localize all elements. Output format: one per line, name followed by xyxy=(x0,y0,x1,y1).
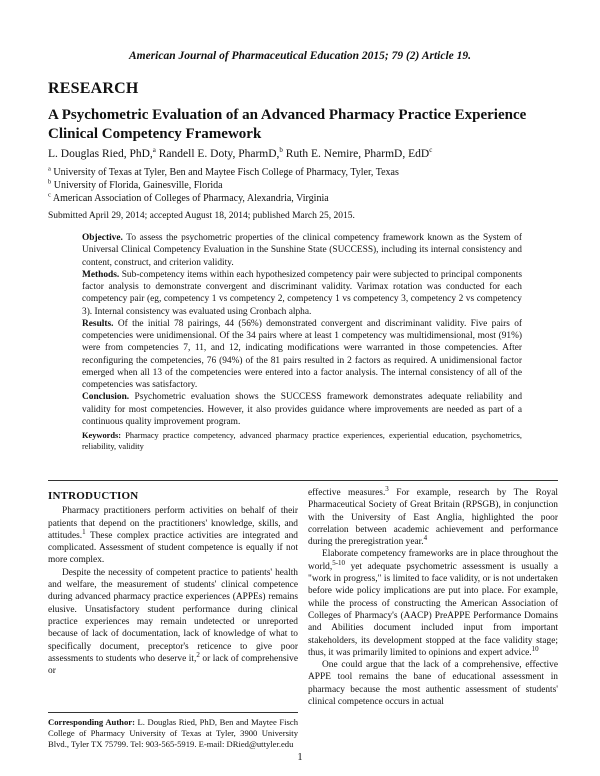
affiliation-mark: b xyxy=(48,178,52,186)
corresponding-author xyxy=(48,717,298,751)
section-label: RESEARCH xyxy=(48,80,139,97)
affiliation-text: University of Florida, Gainesville, Florida xyxy=(53,180,223,191)
keywords-text: Pharmacy practice competency, advanced pharmacy practice experiences, experiential education, psychometrics, reliability, validity xyxy=(82,431,522,451)
intro-text: yet adequate psychometric assessment is usually a "work in progress," is limited to face validity, or is not undertaken before wide policy implications are put into place. For example, while the process of constructing the American Association of Colleges of Pharmacy's (AACP) PreAPPE Performance Domains and Abilities document included input from important stakeholders, its development stopped at the face validity stage; thus, it was primarily limited to opinions and expert advice. xyxy=(308,561,558,658)
author-affil-mark: b xyxy=(279,146,283,155)
citation-mark: 3 xyxy=(385,484,389,493)
publication-dates: Submitted April 29, 2014; accepted August 18, 2014; published March 25, 2015. xyxy=(48,211,355,221)
affiliation-text: University of Texas at Tyler, Ben and Maytee Fisch College of Pharmacy, Tyler, Texas xyxy=(53,167,399,178)
citation-mark: 2 xyxy=(196,650,200,659)
abstract-methods xyxy=(82,269,522,318)
affiliation-text: American Association of Colleges of Pharmacy, Alexandria, Virginia xyxy=(52,193,329,204)
citation-mark: 4 xyxy=(423,534,428,543)
affiliation-mark: a xyxy=(48,165,51,173)
intro-paragraph xyxy=(48,505,298,566)
introduction-heading: INTRODUCTION xyxy=(48,490,139,502)
author-name: Ruth E. Nemire, PharmD, EdD xyxy=(285,148,430,160)
author-list xyxy=(48,148,432,160)
affiliation xyxy=(48,167,399,180)
intro-text: or lack of comprehensive or xyxy=(48,653,298,677)
intro-text: These complex practice activities are integrated and complicated. Assessment of student competence is equally if not more complex. xyxy=(48,530,298,566)
conclusion-label: Conclusion. xyxy=(82,392,130,403)
corresponding-text: L. Douglas Ried, PhD, Ben and Maytee Fisch College of Pharmacy University of Texas at Tyler, 3900 University Blvd., Tyler TX 75799. Tel: 903-565-5919. E-mail: DRied@uttyler.edu xyxy=(48,717,298,750)
results-label: Results. xyxy=(82,318,114,329)
abstract-results xyxy=(82,318,522,392)
abstract-objective xyxy=(82,232,522,269)
objective-label: Objective. xyxy=(82,233,123,243)
intro-text: Pharmacy practitioners perform activities on behalf of their patients that depend on the practitioners' knowledge, skills, and attitudes. xyxy=(48,506,298,541)
author-name: L. Douglas Ried, PhD, xyxy=(48,148,153,160)
affiliation-mark: c xyxy=(48,191,51,199)
intro-paragraph xyxy=(48,567,298,678)
citation-mark: 5-10 xyxy=(332,558,346,567)
corresponding-label: Corresponding Author: xyxy=(48,717,135,727)
journal-header: American Journal of Pharmaceutical Education 2015; 79 (2) Article 19. xyxy=(128,50,472,62)
intro-paragraph xyxy=(308,548,558,659)
article-title: A Psychometric Evaluation of an Advanced Pharmacy Practice Experience Clinical Competency Framework xyxy=(48,107,527,142)
intro-paragraph xyxy=(308,484,558,548)
conclusion-text: Psychometric evaluation shows the SUCCESS framework demonstrates adequate reliability and validity for most competencies. However, it also provides guidance where improvements are needed as part of a continuous quality improvement program. xyxy=(82,392,523,427)
affiliation xyxy=(48,193,329,206)
intro-text: For example, research by The Royal Pharmaceutical Society of Great Britain (RPSGB), in conjunction with the University of East Anglia, highlighted the poor correlation between academic achievement and performance during the preregistration year. xyxy=(308,488,558,548)
intro-text: One could argue that the lack of a comprehensive, effective APPE tool remains the bane of educational assessment in pharmacy because the most authentic assessment of students' clinical competence occurs in actual xyxy=(308,660,558,708)
keywords xyxy=(82,430,522,452)
intro-text: effective measures. xyxy=(308,488,386,498)
author-name: Randell E. Doty, PharmD, xyxy=(158,148,280,160)
author-affil-mark: a xyxy=(152,146,156,155)
section-divider xyxy=(48,480,558,481)
abstract-conclusion xyxy=(82,391,522,428)
citation-mark: 1 xyxy=(82,527,86,536)
intro-text: Elaborate competency frameworks are in place throughout the world, xyxy=(308,549,558,572)
right-column xyxy=(308,484,558,708)
abstract xyxy=(82,232,522,452)
intro-paragraph xyxy=(308,659,558,708)
footnote-rule xyxy=(48,712,298,713)
methods-text: Sub-competency items within each hypothesized competency pair were subjected to principal components factor analysis to demonstrate convergent and discriminant validity. Varimax rotation was conducted for each competency pair (eg, competency 1 vs competency 2, competency 1 vs competency 3, competency 2 vs competency 3). Internal consistency was evaluated using Cronbach alpha. xyxy=(82,269,522,317)
page-number: 1 xyxy=(297,752,303,763)
keywords-label: Keywords: xyxy=(82,431,122,440)
author-affil-mark: c xyxy=(429,146,433,155)
affiliation xyxy=(48,180,223,193)
methods-label: Methods. xyxy=(82,269,120,280)
results-text: Of the initial 78 pairings, 44 (56%) demonstrated convergent and discriminant validity. Five pairs of competencies were unidimensional. Of the 34 pairs where at least 1 competency was multidimensional, most (91%) were from competencies 7, 11, and 12, indicating modifications were warranted in those competencies. After reconfiguring the competencies, 76 (94%) of the 81 pairs resulted in 2 factors as required. A unidimensional factor emerged when all 13 of the competencies were entered into a factor analysis. The internal consistency of all of the competencies was satisfactory. xyxy=(82,318,523,390)
objective-text: To assess the psychometric properties of the clinical competency framework known as the System of Universal Clinical Competency Evaluation in the Sunshine State (SUCCESS), including its internal consistency and content, construct, and criterion validity. xyxy=(82,233,522,268)
left-column xyxy=(48,490,298,677)
citation-mark: 10 xyxy=(531,644,539,653)
intro-text: Despite the necessity of competent practice to patients' health and welfare, the measurement of students' clinical competence during advanced pharmacy practice experiences (APPEs) remains elusive. Unsatisfactory student performance during clinical practice experiences may remain undetected or unreported because of lack of documentation, lack of knowledge of what to specifically document, preceptor's reticence to give poor assessments to students who deserve it, xyxy=(48,567,298,664)
